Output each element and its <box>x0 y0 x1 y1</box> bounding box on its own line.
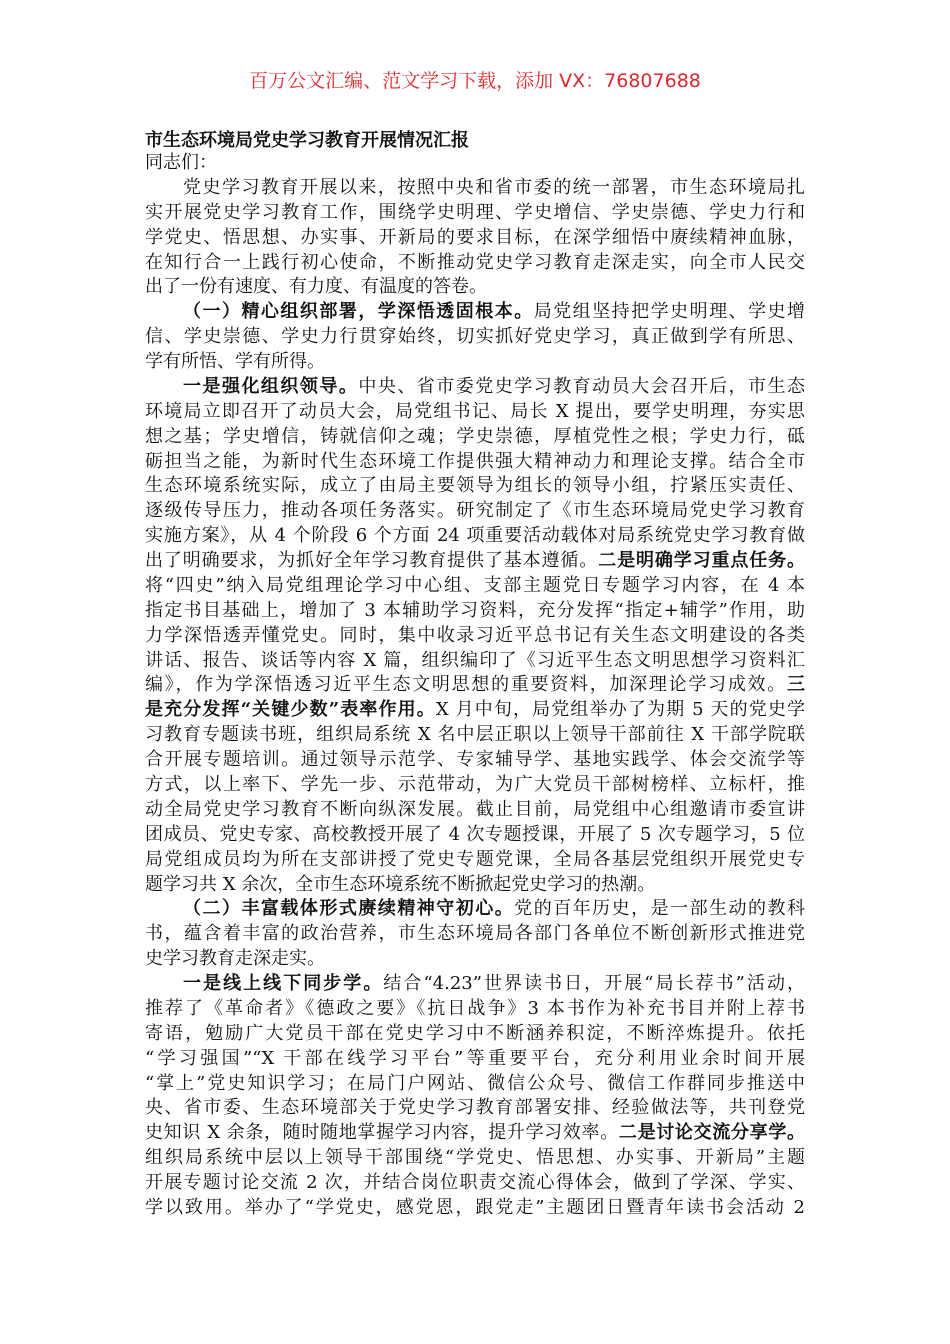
body-text: 出了明确要求，为抓好全年学习教育提供了基本遵循。 <box>145 550 599 572</box>
body-text: 开展专题讨论交流 2 次，并结合岗位职责交流心得体会，做到了学深、学实、 <box>145 1172 805 1194</box>
text-line <box>145 300 805 324</box>
body-text: 组织局系统中层以上领导干部围绕“学党史、悟思想、办实事、开新局”主题 <box>145 1147 805 1169</box>
body-text: 团成员、党史专家、高校教授开展了 4 次专题授课，开展了 5 次专题学习，5 位 <box>145 823 805 845</box>
text-line <box>145 823 805 847</box>
text-line <box>145 673 805 697</box>
text-line <box>145 848 805 872</box>
body-text: 实施方案》，从 4 个阶段 6 个方面 24 项重要活动载体对局系统党史学习教育做 <box>145 525 805 547</box>
bold-heading-text: 是充分发挥“关键少数”表率作用。 <box>145 699 436 721</box>
body-text: 局党组成员均为所在支部讲授了党史专题党课，全局各基层党组织开展党史专 <box>145 848 805 870</box>
text-line <box>145 425 805 449</box>
text-line <box>145 1196 805 1220</box>
text-line <box>145 350 805 374</box>
body-text: 学有所悟、学有所得。 <box>145 351 325 373</box>
body-text: 同志们： <box>145 152 217 173</box>
text-line <box>145 1121 805 1145</box>
text-line <box>145 226 805 250</box>
text-line <box>145 972 805 996</box>
text-line <box>145 773 805 797</box>
body-text: 砺担当之能，为新时代生态环境工作提供强大精神动力和理论支撑。结合全市 <box>145 450 805 472</box>
text-line <box>145 1072 805 1096</box>
text-line <box>145 798 805 822</box>
body-text: 结合“4.23”世界读书日，开展“局长荐书”活动， <box>383 973 806 995</box>
text-line <box>145 922 805 946</box>
body-text: 力学深悟透弄懂党史。同时，集中收录习近平总书记有关生态文明建设的各类 <box>145 624 805 646</box>
body-text: 将“四史”纳入局党组理论学习中心组、支部主题党日专题学习内容，在 4 本 <box>145 574 805 596</box>
text-line <box>145 1096 805 1120</box>
body-text: 史学习教育走深走实。 <box>145 948 325 970</box>
bold-heading-text: 二是明确学习重点任务。 <box>598 550 806 572</box>
body-text: 央、省市委、生态环境部关于党史学习教育部署安排、经验做法等，共刊登党 <box>145 1097 805 1119</box>
body-text: 信、学史崇德、学史力行贯穿始终，切实抓好党史学习，真正做到学有所思、 <box>145 326 805 348</box>
text-line <box>145 1146 805 1170</box>
body-text: 合开展专题培训。通过领导示范学、专家辅导学、基地实践学、体会交流学等 <box>145 749 805 771</box>
body-text: 想之基；学史增信，铸就信仰之魂；学史崇德，厚植党性之根；学史力行，砥 <box>145 425 805 447</box>
text-line <box>145 698 805 722</box>
body-text: 生态环境系统实际，成立了由局主要领导为组长的领导小组，拧紧压实责任、 <box>145 475 805 497</box>
text-line <box>145 1022 805 1046</box>
body-text: “掌上”党史知识学习；在局门户网站、微信公众号、微信工作群同步推送中 <box>145 1072 805 1094</box>
body-text: 出了一份有速度、有力度、有温度的答卷。 <box>145 276 487 298</box>
text-line <box>145 151 805 175</box>
text-line <box>145 524 805 548</box>
text-line <box>145 599 805 623</box>
body-text: 指定书目基础上，增加了 3 本辅助学习资料，充分发挥“指定+辅学”作用，助 <box>145 599 805 621</box>
text-line <box>145 251 805 275</box>
bold-heading-text: 一是线上线下同步学。 <box>183 973 384 995</box>
body-text: 党史学习教育开展以来，按照中央和省市委的统一部署，市生态环境局扎 <box>183 176 805 198</box>
body-text: “学习强国”“X 干部在线学习平台”等重要平台，充分利用业余时间开展 <box>145 1047 805 1069</box>
document-title: 市生态环境局党史学习教育开展情况汇报 <box>145 130 469 151</box>
bold-heading-text: 三 <box>787 674 805 696</box>
body-text: 习教育专题读书班，组织局系统 X 名中层正职以上领导干部前往 X 干部学院联 <box>145 724 805 746</box>
body-text: 局党组坚持把学史明理、学史增 <box>533 301 806 323</box>
body-text: 编》，作为学深悟透习近平生态文明思想的重要资料，加深理论学习成效。 <box>145 674 787 696</box>
text-line <box>145 1171 805 1195</box>
bold-heading-text: （二）丰富载体形式赓续精神守初心。 <box>183 898 515 920</box>
text-line <box>145 748 805 772</box>
body-text: 史知识 X 余条，随时随地掌握学习内容，提升学习效率。 <box>145 1122 619 1144</box>
bold-heading-text: （一）精心组织部署，学深悟透固根本。 <box>183 301 534 323</box>
text-line <box>145 474 805 498</box>
body-text: 题学习共 X 余次，全市生态环境系统不断掀起党史学习的热潮。 <box>145 873 656 895</box>
body-text: 学党史、悟思想、办实事、开新局的要求目标，在深学细悟中赓续精神血脉， <box>145 226 805 248</box>
body-text: 党的百年历史，是一部生动的教科 <box>514 898 806 920</box>
text-line <box>145 897 805 921</box>
text-line <box>145 499 805 523</box>
body-text: 学以致用。举办了“学党史，感党恩，跟党走”主题团日暨青年读书会活动 2 <box>145 1196 805 1218</box>
text-line <box>145 176 805 200</box>
body-text: 讲话、报告、谈话等内容 X 篇，组织编印了《习近平生态文明思想学习资料汇 <box>145 649 805 671</box>
body-text: 方式，以上率下、学先一步、示范带动，为广大党员干部树榜样、立标杆，推 <box>145 774 805 795</box>
text-line <box>145 400 805 424</box>
body-text: 寄语，勉励广大党员干部在党史学习中不断涵养积淀，不断淬炼提升。依托 <box>145 1022 805 1044</box>
bold-heading-text: 二是讨论交流分享学。 <box>618 1122 805 1144</box>
text-line <box>145 375 805 399</box>
text-line <box>145 325 805 349</box>
text-line <box>145 1047 805 1071</box>
text-line <box>145 997 805 1021</box>
body-text: 推荐了《革命者》《德政之要》《抗日战争》3 本书作为补充书目并附上荐书 <box>145 997 805 1019</box>
text-line <box>145 873 805 897</box>
text-line <box>145 947 805 971</box>
body-text: 环境局立即召开了动员大会，局党组书记、局长 X 提出，要学史明理，夯实思 <box>145 400 805 422</box>
text-line <box>145 574 805 598</box>
text-line <box>145 723 805 747</box>
text-line <box>145 275 805 299</box>
body-text: X 月中旬，局党组举办了为期 5 天的党史学 <box>435 699 805 721</box>
body-text: 在知行合一上践行初心使命，不断推动党史学习教育走深走实，向全市人民交 <box>145 251 805 273</box>
body-text: 动全局党史学习教育不断向纵深发展。截止目前，局党组中心组邀请市委宣讲 <box>145 798 805 820</box>
text-line <box>145 450 805 474</box>
text-line <box>145 624 805 648</box>
text-line <box>145 549 805 573</box>
bold-heading-text: 一是强化组织领导。 <box>183 375 359 397</box>
text-line <box>145 649 805 673</box>
body-text: 实开展党史学习教育工作，围绕学史明理、学史增信、学史崇德、学史力行和 <box>145 201 805 223</box>
text-line <box>145 201 805 225</box>
watermark-header: 百万公文汇编、范文学习下载，添加 VX：76807688 <box>249 70 701 92</box>
body-text: 书，蕴含着丰富的政治营养，市生态环境局各部门各单位不断创新形式推进党 <box>145 923 805 945</box>
body-text: 逐级传导压力，推动各项任务落实。研究制定了《市生态环境局党史学习教育 <box>145 500 805 522</box>
body-text: 中央、省市委党史学习教育动员大会召开后，市生态 <box>358 375 806 397</box>
